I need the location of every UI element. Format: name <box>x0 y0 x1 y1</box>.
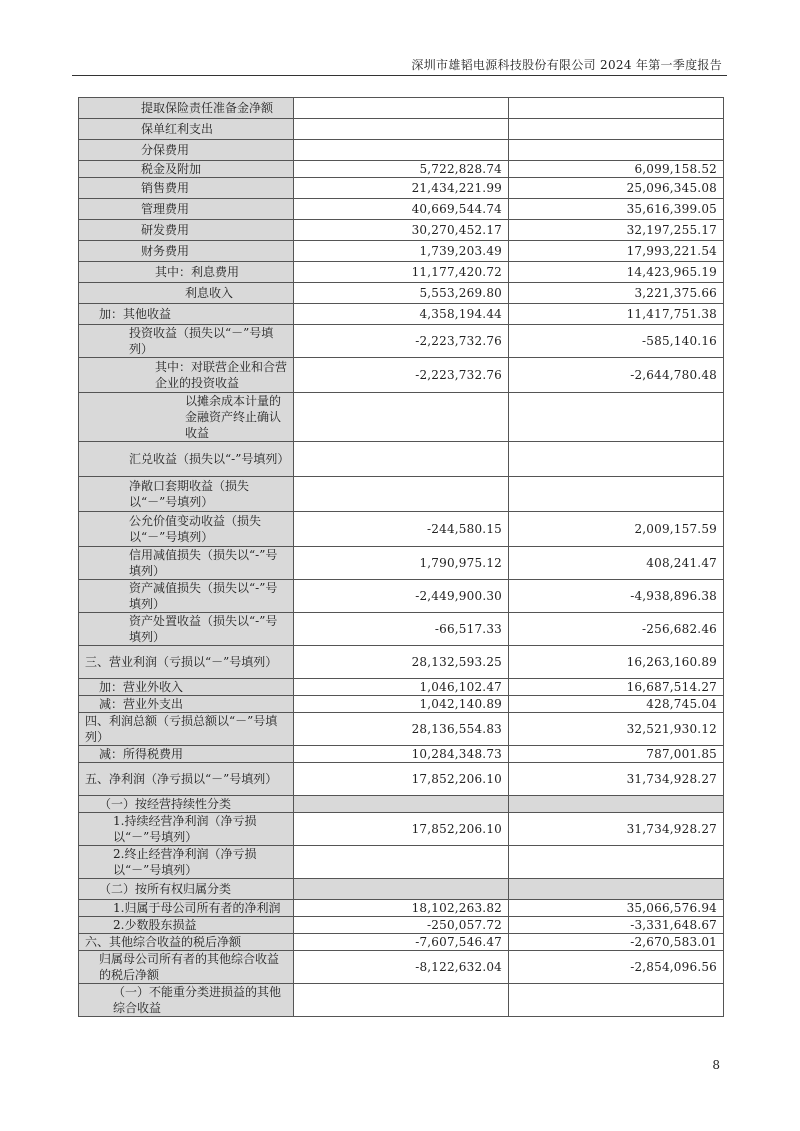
table-row <box>79 934 724 951</box>
row-label: 归属母公司所有者的其他综合收益的税后净额 <box>79 951 294 984</box>
prior-period-value: -585,140.16 <box>509 325 724 358</box>
table-row <box>79 879 724 900</box>
current-period-value: -66,517.33 <box>294 613 509 646</box>
table-row <box>79 580 724 613</box>
row-label: 加：其他收益 <box>79 304 294 325</box>
row-label: 2.终止经营净利润（净亏损以“－”号填列） <box>79 846 294 879</box>
row-label: 以摊余成本计量的金融资产终止确认收益 <box>79 393 294 442</box>
current-period-value: 5,553,269.80 <box>294 283 509 304</box>
row-label: 净敞口套期收益（损失以“－”号填列） <box>79 477 294 512</box>
prior-period-value: -256,682.46 <box>509 613 724 646</box>
prior-period-value: -3,331,648.67 <box>509 917 724 934</box>
current-period-value: -2,449,900.30 <box>294 580 509 613</box>
table-row <box>79 477 724 512</box>
table-row <box>79 917 724 934</box>
prior-period-value <box>509 984 724 1017</box>
prior-period-value <box>509 98 724 119</box>
prior-period-value <box>509 442 724 477</box>
prior-period-value: 35,616,399.05 <box>509 199 724 220</box>
prior-period-value <box>509 846 724 879</box>
table-row <box>79 358 724 393</box>
table-row <box>79 696 724 713</box>
page-number: 8 <box>712 1058 720 1072</box>
table-row <box>79 304 724 325</box>
table-row <box>79 140 724 161</box>
current-period-value <box>294 984 509 1017</box>
row-label: 减：所得税费用 <box>79 746 294 763</box>
table-row <box>79 98 724 119</box>
current-period-value <box>294 442 509 477</box>
table-row <box>79 393 724 442</box>
row-label: 加：营业外收入 <box>79 679 294 696</box>
table-row <box>79 161 724 178</box>
current-period-value: -8,122,632.04 <box>294 951 509 984</box>
table-row <box>79 325 724 358</box>
prior-period-value: -2,854,096.56 <box>509 951 724 984</box>
prior-period-value: 16,687,514.27 <box>509 679 724 696</box>
current-period-value: 1,042,140.89 <box>294 696 509 713</box>
table-row <box>79 199 724 220</box>
prior-period-value: 25,096,345.08 <box>509 178 724 199</box>
row-label: 资产处置收益（损失以“-”号填列） <box>79 613 294 646</box>
table-row <box>79 984 724 1017</box>
table-row <box>79 813 724 846</box>
prior-period-value: -4,938,896.38 <box>509 580 724 613</box>
prior-period-value: 14,423,965.19 <box>509 262 724 283</box>
prior-period-value: 6,099,158.52 <box>509 161 724 178</box>
prior-period-value: 32,197,255.17 <box>509 220 724 241</box>
prior-period-value: 787,001.85 <box>509 746 724 763</box>
report-header-title: 深圳市雄韬电源科技股份有限公司 2024 年第一季度报告 <box>411 58 722 72</box>
table-row <box>79 241 724 262</box>
current-period-value <box>294 879 509 900</box>
table-row <box>79 119 724 140</box>
table-row <box>79 951 724 984</box>
current-period-value: 17,852,206.10 <box>294 813 509 846</box>
prior-period-value: 3,221,375.66 <box>509 283 724 304</box>
prior-period-value: 17,993,221.54 <box>509 241 724 262</box>
current-period-value <box>294 140 509 161</box>
row-label: 1.持续经营净利润（净亏损以“－”号填列） <box>79 813 294 846</box>
income-statement-table <box>78 97 724 1017</box>
table-row <box>79 846 724 879</box>
current-period-value: 10,284,348.73 <box>294 746 509 763</box>
current-period-value: 17,852,206.10 <box>294 763 509 796</box>
table-row <box>79 512 724 547</box>
current-period-value: -7,607,546.47 <box>294 934 509 951</box>
prior-period-value: 2,009,157.59 <box>509 512 724 547</box>
prior-period-value: -2,670,583.01 <box>509 934 724 951</box>
prior-period-value <box>509 796 724 813</box>
prior-period-value <box>509 393 724 442</box>
current-period-value <box>294 796 509 813</box>
current-period-value: -2,223,732.76 <box>294 358 509 393</box>
table-row <box>79 220 724 241</box>
current-period-value <box>294 846 509 879</box>
current-period-value: 21,434,221.99 <box>294 178 509 199</box>
row-label: 其中：利息费用 <box>79 262 294 283</box>
prior-period-value: 31,734,928.27 <box>509 813 724 846</box>
table-row <box>79 900 724 917</box>
row-label: 公允价值变动收益（损失以“－”号填列） <box>79 512 294 547</box>
table-row <box>79 713 724 746</box>
current-period-value: 1,739,203.49 <box>294 241 509 262</box>
current-period-value: 18,102,263.82 <box>294 900 509 917</box>
prior-period-value: 31,734,928.27 <box>509 763 724 796</box>
current-period-value: 28,136,554.83 <box>294 713 509 746</box>
prior-period-value: 11,417,751.38 <box>509 304 724 325</box>
current-period-value: -2,223,732.76 <box>294 325 509 358</box>
row-label: 财务费用 <box>79 241 294 262</box>
row-label: 保单红利支出 <box>79 119 294 140</box>
row-label: 六、其他综合收益的税后净额 <box>79 934 294 951</box>
row-label: （一）按经营持续性分类 <box>79 796 294 813</box>
current-period-value: 1,790,975.12 <box>294 547 509 580</box>
table-row <box>79 796 724 813</box>
table-row <box>79 646 724 679</box>
prior-period-value: 408,241.47 <box>509 547 724 580</box>
table-row <box>79 442 724 477</box>
table-row <box>79 763 724 796</box>
current-period-value: 11,177,420.72 <box>294 262 509 283</box>
row-label: 利息收入 <box>79 283 294 304</box>
table-row <box>79 746 724 763</box>
header-divider <box>72 75 727 76</box>
row-label: 税金及附加 <box>79 161 294 178</box>
prior-period-value <box>509 477 724 512</box>
row-label: 四、利润总额（亏损总额以“－”号填列） <box>79 713 294 746</box>
current-period-value: 28,132,593.25 <box>294 646 509 679</box>
row-label: （一）不能重分类进损益的其他综合收益 <box>79 984 294 1017</box>
current-period-value <box>294 477 509 512</box>
prior-period-value: 16,263,160.89 <box>509 646 724 679</box>
row-label: 五、净利润（净亏损以“－”号填列） <box>79 763 294 796</box>
current-period-value: -244,580.15 <box>294 512 509 547</box>
row-label: 汇兑收益（损失以“-”号填列） <box>79 442 294 477</box>
income-statement-body <box>79 98 724 1017</box>
table-row <box>79 262 724 283</box>
current-period-value: 30,270,452.17 <box>294 220 509 241</box>
row-label: 2.少数股东损益 <box>79 917 294 934</box>
current-period-value: 1,046,102.47 <box>294 679 509 696</box>
row-label: 1.归属于母公司所有者的净利润 <box>79 900 294 917</box>
current-period-value: -250,057.72 <box>294 917 509 934</box>
prior-period-value: -2,644,780.48 <box>509 358 724 393</box>
prior-period-value: 32,521,930.12 <box>509 713 724 746</box>
table-row <box>79 547 724 580</box>
prior-period-value <box>509 119 724 140</box>
row-label: 管理费用 <box>79 199 294 220</box>
row-label: 减：营业外支出 <box>79 696 294 713</box>
row-label: 资产减值损失（损失以“-”号填列） <box>79 580 294 613</box>
current-period-value: 5,722,828.74 <box>294 161 509 178</box>
table-row <box>79 283 724 304</box>
prior-period-value <box>509 140 724 161</box>
row-label: 销售费用 <box>79 178 294 199</box>
row-label: 分保费用 <box>79 140 294 161</box>
current-period-value: 40,669,544.74 <box>294 199 509 220</box>
prior-period-value <box>509 879 724 900</box>
prior-period-value: 428,745.04 <box>509 696 724 713</box>
table-row <box>79 679 724 696</box>
current-period-value: 4,358,194.44 <box>294 304 509 325</box>
row-label: 信用减值损失（损失以“-”号填列） <box>79 547 294 580</box>
table-row <box>79 178 724 199</box>
current-period-value <box>294 393 509 442</box>
row-label: 提取保险责任准备金净额 <box>79 98 294 119</box>
current-period-value <box>294 119 509 140</box>
row-label: （二）按所有权归属分类 <box>79 879 294 900</box>
current-period-value <box>294 98 509 119</box>
row-label: 其中：对联营企业和合营企业的投资收益 <box>79 358 294 393</box>
row-label: 投资收益（损失以“－”号填列） <box>79 325 294 358</box>
row-label: 三、营业利润（亏损以“－”号填列） <box>79 646 294 679</box>
prior-period-value: 35,066,576.94 <box>509 900 724 917</box>
row-label: 研发费用 <box>79 220 294 241</box>
table-row <box>79 613 724 646</box>
